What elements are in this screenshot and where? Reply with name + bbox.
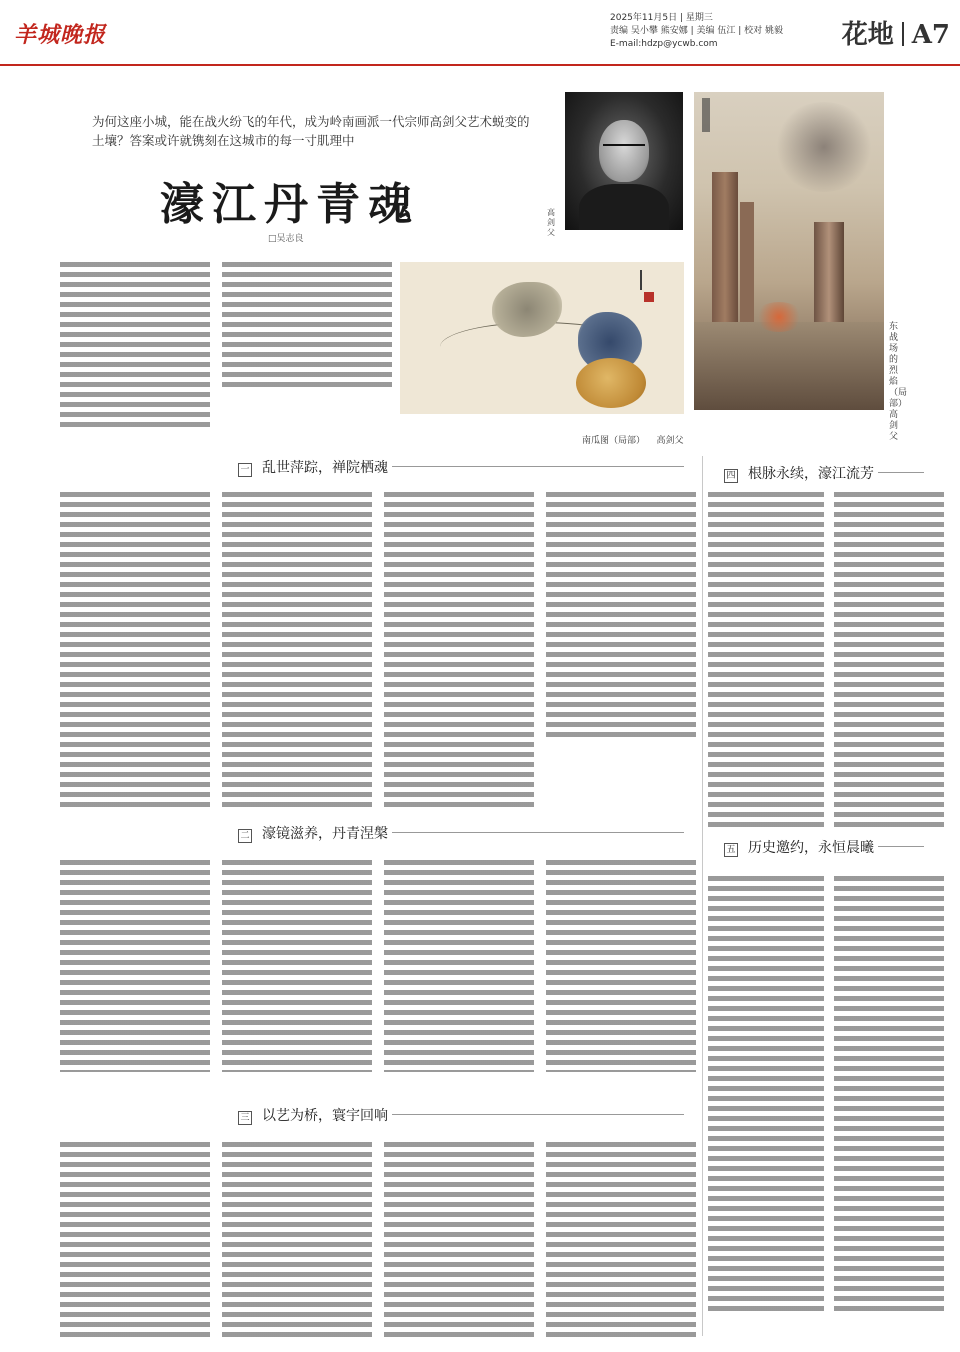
- painting-seal: [644, 292, 654, 302]
- portrait-caption: 高剑父: [547, 208, 555, 237]
- ruins-caption: 东战场的烈焰（局部） 高剑父: [889, 322, 908, 442]
- ruin-tower: [740, 202, 754, 322]
- article-lead: 为何这座小城，能在战火纷飞的年代，成为岭南画派一代宗师高剑父艺术蜕变的土壤？答案或许就镌刻在这城市的每一寸肌理中: [92, 114, 530, 148]
- section-heading-2: [238, 822, 684, 844]
- section-1-text: [222, 492, 372, 808]
- section-1-text: [60, 492, 210, 808]
- section-5-text: [834, 876, 944, 1316]
- section-4-text: [834, 492, 944, 832]
- portrait-glasses: [603, 144, 645, 154]
- pumpkin-caption: [582, 433, 683, 446]
- section-2-text: [546, 860, 696, 1072]
- column-divider: [702, 456, 703, 1336]
- portrait-suit: [579, 184, 669, 230]
- section-divider: [902, 22, 904, 46]
- article-title: 濠江丹青魂: [160, 179, 420, 230]
- section-3-text: [222, 1142, 372, 1338]
- section-title-text: 乱世萍踪，禅院栖魂: [262, 460, 388, 476]
- editors-line: 责编 吴小攀 熊安娜 | 美编 伍江 | 校对 姚毅: [610, 26, 783, 36]
- section-3-text: [546, 1142, 696, 1338]
- section-label: [842, 14, 950, 51]
- email-line: E-mail:hdzp@ycwb.com: [610, 39, 718, 49]
- masthead: [0, 0, 960, 66]
- section-heading-4: [724, 462, 924, 484]
- section-2-text: [222, 860, 372, 1072]
- section-number: 一: [238, 463, 252, 477]
- section-title: [724, 463, 878, 483]
- section-4-text: [708, 492, 824, 832]
- section-title-text: 濠镜滋养，丹青涅槃: [262, 826, 388, 842]
- date-line: 2025年11月5日 | 星期三: [610, 13, 713, 23]
- section-heading-3: [238, 1104, 684, 1126]
- section-number: 四: [724, 469, 738, 483]
- section-title-text: 历史邀约，永恒晨曦: [748, 840, 874, 856]
- section-3-text: [384, 1142, 534, 1338]
- masthead-meta: [610, 12, 810, 51]
- section-title: [724, 837, 878, 857]
- section-2-text: [60, 860, 210, 1072]
- ruins-painting: [694, 92, 884, 410]
- section-3-text: [60, 1142, 210, 1338]
- section-number: 三: [238, 1111, 252, 1125]
- section-title-text: 根脉永续，濠江流芳: [748, 466, 874, 482]
- section-heading-1: [238, 456, 684, 478]
- painting-fire: [754, 302, 804, 332]
- section-title: [238, 457, 392, 477]
- pumpkin-painting: [400, 262, 684, 414]
- section-1-text: [384, 492, 534, 808]
- pumpkin-caption-artist: 高剑父: [656, 436, 684, 446]
- section-title-text: 以艺为桥，寰宇回响: [262, 1108, 388, 1124]
- ruin-tower: [814, 222, 844, 332]
- section-title: [238, 1105, 392, 1125]
- section-name: 花地: [841, 20, 894, 50]
- section-2-text: [384, 860, 534, 1072]
- article-byline: □吴志良: [268, 234, 304, 244]
- page-number: A7: [911, 20, 950, 50]
- section-number: 二: [238, 829, 252, 843]
- section-number: 五: [724, 843, 738, 857]
- painting-signature: [640, 270, 654, 290]
- section-heading-5: [724, 836, 924, 858]
- section-title: [238, 823, 392, 843]
- painting-inscription: [702, 98, 710, 132]
- pumpkin-caption-title: 南瓜图（局部）: [582, 436, 646, 446]
- ruin-tower: [712, 172, 738, 322]
- painting-smoke: [774, 102, 874, 192]
- intro-text-col-1: [60, 262, 210, 432]
- portrait-photo: [565, 92, 683, 230]
- painting-pumpkin: [576, 358, 646, 408]
- intro-text-col-2: [222, 262, 392, 392]
- newspaper-logo: 羊城晚报: [14, 22, 107, 48]
- section-1-text: [546, 492, 696, 738]
- section-5-text: [708, 876, 824, 1316]
- painting-ground: [694, 322, 884, 410]
